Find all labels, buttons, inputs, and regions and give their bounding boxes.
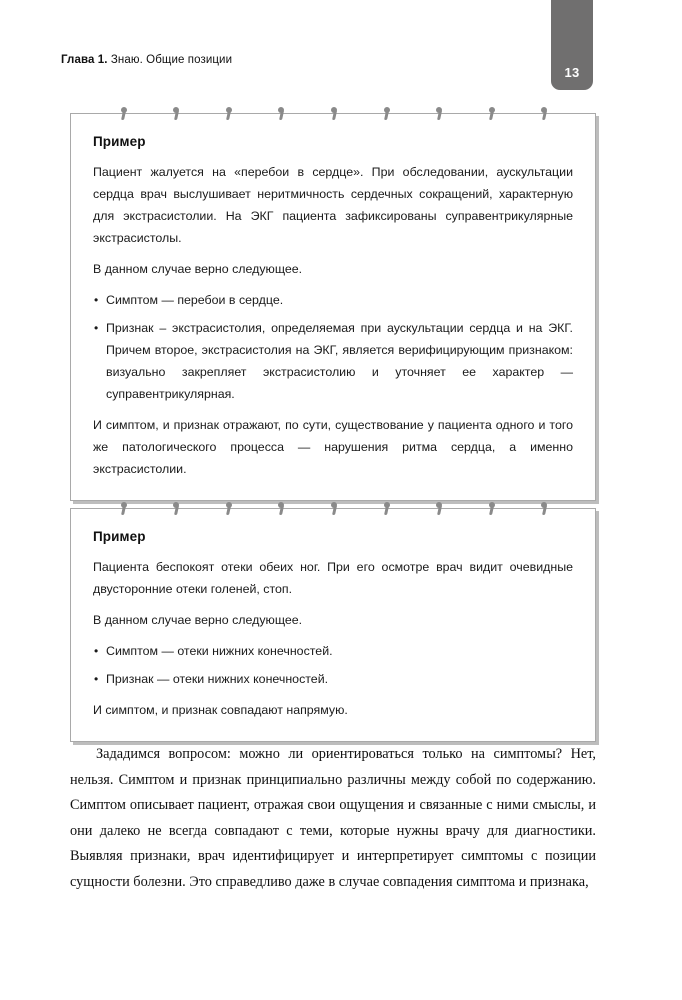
example-lead-2: В данном случае верно следующее. xyxy=(93,613,303,627)
pin-icon xyxy=(540,107,548,121)
pin-decoration-row-2 xyxy=(71,502,595,516)
running-header xyxy=(61,54,232,66)
pin-icon xyxy=(488,502,496,516)
example-lead-1: В данном случае верно следующее. xyxy=(93,262,303,276)
pin-icon xyxy=(330,502,338,516)
list-item: • Симптом — отеки нижних конечностей. xyxy=(93,640,573,662)
example-box-1 xyxy=(70,113,596,501)
example-bullet-list-2 xyxy=(93,640,573,690)
pin-icon xyxy=(488,107,496,121)
pin-icon xyxy=(277,502,285,516)
example-title-2: Пример xyxy=(93,529,146,544)
pin-icon xyxy=(225,502,233,516)
pin-icon xyxy=(225,107,233,121)
pin-icon xyxy=(172,107,180,121)
example-conclusion-2: И симптом, и признак совпадают напрямую. xyxy=(93,703,348,717)
chapter-title: Знаю. Общие позиции xyxy=(107,54,233,66)
pin-icon xyxy=(435,107,443,121)
pin-icon xyxy=(540,502,548,516)
example-intro-2: Пациента беспокоят отеки обеих ног. При его осмотре врач видит очевидные двусторонние отеки голеней, стоп. xyxy=(93,560,573,596)
example-bullet-list-1 xyxy=(93,289,573,405)
page-number-tab xyxy=(551,0,593,90)
example-box-2 xyxy=(70,508,596,742)
pin-decoration-row-1 xyxy=(71,107,595,121)
example-intro-1: Пациент жалуется на «перебои в сердце». При обследовании, аускультации сердца врач выслушивает неритмичность сердечных сокращений, характерную для экстрасистолии. На ЭКГ пациента зафиксированы суправентрикулярные экстрасистолы. xyxy=(93,165,573,245)
chapter-number: Глава 1. xyxy=(61,54,108,66)
pin-icon xyxy=(120,107,128,121)
list-item: • Признак – экстрасистолия, определяемая при аускультации сердца и на ЭКГ. Причем второе, экстрасистолия на ЭКГ, является верифицирующим признаком: визуально закрепляет экстрасистолию и уточняет ее характер — суправентрикулярная. xyxy=(93,317,573,405)
pin-icon xyxy=(172,502,180,516)
pin-icon xyxy=(435,502,443,516)
pin-icon xyxy=(277,107,285,121)
pin-icon xyxy=(383,107,391,121)
example-title-1: Пример xyxy=(93,134,146,149)
list-item: • Признак — отеки нижних конечностей. xyxy=(93,668,573,690)
body-paragraph: Зададимся вопросом: можно ли ориентироваться только на симптомы? Нет, нельзя. Симптом и признак принципиально различны между собой по содержанию. Симптом описывает пациент, отражая свои ощущения и связанные с ними смыслы, и они далеко не всегда совпадают с теми, которые нужны врачу для диагностики. Выявляя признаки, врач идентифицирует и интерпретирует симптомы с позиции сущности болезни. Это справедливо даже в случае совпадения симптома и признака, xyxy=(70,746,596,890)
pin-icon xyxy=(330,107,338,121)
page-number: 13 xyxy=(564,65,580,80)
list-item: • Симптом — перебои в сердце. xyxy=(93,289,573,311)
pin-icon xyxy=(120,502,128,516)
example-conclusion-1: И симптом, и признак отражают, по сути, существование у пациента одного и того же патологического процесса — нарушения ритма сердца, а именно экстрасистолии. xyxy=(93,418,573,476)
pin-icon xyxy=(383,502,391,516)
